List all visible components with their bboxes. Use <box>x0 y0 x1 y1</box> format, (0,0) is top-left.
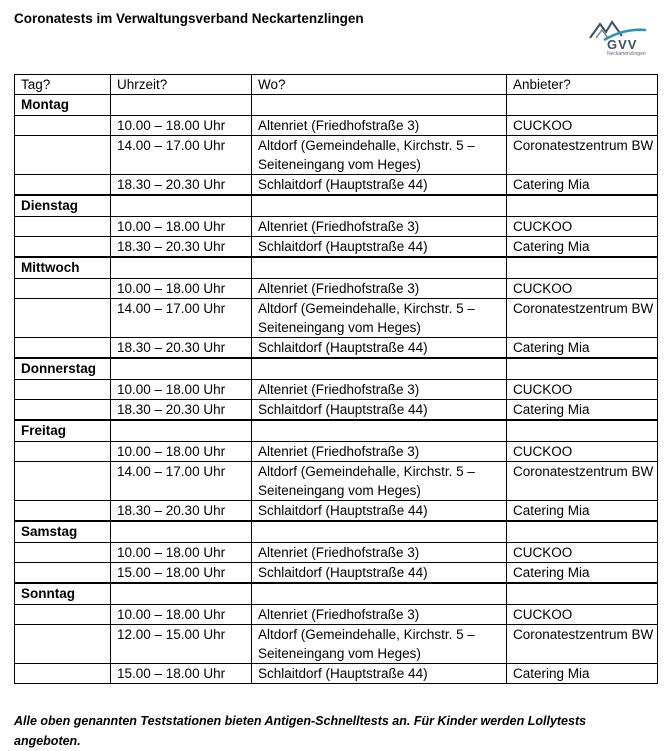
day-row <box>15 195 658 217</box>
time-cell: 18.30 – 20.30 Uhr <box>111 338 252 359</box>
table-row <box>15 136 658 175</box>
empty-cell <box>15 400 111 421</box>
empty-cell <box>252 420 507 442</box>
day-row <box>15 257 658 279</box>
table-row <box>15 664 658 684</box>
table-row <box>15 175 658 196</box>
schedule-table <box>14 74 658 684</box>
day-name: Montag <box>15 95 111 116</box>
header-time: Uhrzeit? <box>111 75 252 95</box>
empty-cell <box>15 625 111 664</box>
time-cell: 18.30 – 20.30 Uhr <box>111 400 252 421</box>
table-row <box>15 217 658 237</box>
header-day: Tag? <box>15 75 111 95</box>
empty-cell <box>507 195 658 217</box>
empty-cell <box>15 442 111 462</box>
provider-cell: Catering Mia <box>507 237 658 258</box>
empty-cell <box>15 338 111 359</box>
time-cell: 10.00 – 18.00 Uhr <box>111 380 252 400</box>
provider-cell: Coronatestzentrum BW <box>507 625 658 664</box>
place-cell: Altenriet (Friedhofstraße 3) <box>252 217 507 237</box>
empty-cell <box>507 257 658 279</box>
place-cell: Altdorf (Gemeindehalle, Kirchstr. 5 – Seiteneingang vom Heges) <box>252 136 507 175</box>
place-cell: Altdorf (Gemeindehalle, Kirchstr. 5 – Seiteneingang vom Heges) <box>252 299 507 338</box>
table-row <box>15 501 658 522</box>
provider-cell: CUCKOO <box>507 279 658 299</box>
empty-cell <box>111 195 252 217</box>
empty-cell <box>507 420 658 442</box>
empty-cell <box>111 95 252 116</box>
footnote: Alle oben genannten Teststationen bieten Antigen-Schnelltests an. Für Kinder werden Lollytests angeboten. <box>14 714 587 748</box>
time-cell: 18.30 – 20.30 Uhr <box>111 501 252 522</box>
provider-cell: CUCKOO <box>507 543 658 563</box>
empty-cell <box>111 521 252 543</box>
table-row <box>15 279 658 299</box>
time-cell: 14.00 – 17.00 Uhr <box>111 136 252 175</box>
time-cell: 18.30 – 20.30 Uhr <box>111 237 252 258</box>
time-cell: 10.00 – 18.00 Uhr <box>111 279 252 299</box>
place-cell: Altdorf (Gemeindehalle, Kirchstr. 5 – Seiteneingang vom Heges) <box>252 462 507 501</box>
empty-cell <box>15 380 111 400</box>
header-place: Wo? <box>252 75 507 95</box>
table-row <box>15 563 658 584</box>
place-cell: Schlaitdorf (Hauptstraße 44) <box>252 338 507 359</box>
empty-cell <box>111 257 252 279</box>
empty-cell <box>15 136 111 175</box>
empty-cell <box>507 358 658 380</box>
place-cell: Schlaitdorf (Hauptstraße 44) <box>252 400 507 421</box>
provider-cell: Catering Mia <box>507 563 658 584</box>
table-row <box>15 116 658 136</box>
logo-text: GVV <box>607 37 638 52</box>
header-provider: Anbieter? <box>507 75 658 95</box>
empty-cell <box>15 217 111 237</box>
table-row <box>15 625 658 664</box>
empty-cell <box>15 605 111 625</box>
time-cell: 10.00 – 18.00 Uhr <box>111 116 252 136</box>
day-name: Samstag <box>15 521 111 543</box>
empty-cell <box>252 257 507 279</box>
empty-cell <box>252 521 507 543</box>
provider-cell: Coronatestzentrum BW <box>507 136 658 175</box>
time-cell: 15.00 – 18.00 Uhr <box>111 563 252 584</box>
place-cell: Altenriet (Friedhofstraße 3) <box>252 279 507 299</box>
place-cell: Schlaitdorf (Hauptstraße 44) <box>252 563 507 584</box>
table-row <box>15 380 658 400</box>
time-cell: 14.00 – 17.00 Uhr <box>111 462 252 501</box>
place-cell: Schlaitdorf (Hauptstraße 44) <box>252 175 507 196</box>
place-cell: Altenriet (Friedhofstraße 3) <box>252 605 507 625</box>
day-row <box>15 583 658 605</box>
empty-cell <box>111 583 252 605</box>
table-row <box>15 400 658 421</box>
empty-cell <box>15 664 111 684</box>
place-cell: Altenriet (Friedhofstraße 3) <box>252 380 507 400</box>
provider-cell: CUCKOO <box>507 217 658 237</box>
empty-cell <box>15 462 111 501</box>
empty-cell <box>507 95 658 116</box>
day-row <box>15 95 658 116</box>
empty-cell <box>252 95 507 116</box>
provider-cell: Catering Mia <box>507 664 658 684</box>
empty-cell <box>15 175 111 196</box>
place-cell: Schlaitdorf (Hauptstraße 44) <box>252 237 507 258</box>
time-cell: 14.00 – 17.00 Uhr <box>111 299 252 338</box>
provider-cell: CUCKOO <box>507 380 658 400</box>
table-row <box>15 442 658 462</box>
table-row <box>15 237 658 258</box>
provider-cell: Coronatestzentrum BW <box>507 299 658 338</box>
empty-cell <box>111 358 252 380</box>
empty-cell <box>15 279 111 299</box>
provider-cell: Catering Mia <box>507 501 658 522</box>
place-cell: Altenriet (Friedhofstraße 3) <box>252 116 507 136</box>
time-cell: 15.00 – 18.00 Uhr <box>111 664 252 684</box>
empty-cell <box>252 195 507 217</box>
place-cell: Schlaitdorf (Hauptstraße 44) <box>252 501 507 522</box>
table-row <box>15 462 658 501</box>
empty-cell <box>252 583 507 605</box>
time-cell: 12.00 – 15.00 Uhr <box>111 625 252 664</box>
day-name: Dienstag <box>15 195 111 217</box>
empty-cell <box>15 501 111 522</box>
day-name: Sonntag <box>15 583 111 605</box>
table-header-row <box>15 75 658 95</box>
empty-cell <box>507 583 658 605</box>
provider-cell: CUCKOO <box>507 442 658 462</box>
provider-cell: Catering Mia <box>507 400 658 421</box>
provider-cell: CUCKOO <box>507 116 658 136</box>
empty-cell <box>15 237 111 258</box>
empty-cell <box>15 543 111 563</box>
provider-cell: Catering Mia <box>507 175 658 196</box>
empty-cell <box>15 116 111 136</box>
table-row <box>15 605 658 625</box>
empty-cell <box>252 358 507 380</box>
day-name: Freitag <box>15 420 111 442</box>
empty-cell <box>15 299 111 338</box>
day-row <box>15 521 658 543</box>
place-cell: Altdorf (Gemeindehalle, Kirchstr. 5 – Seiteneingang vom Heges) <box>252 625 507 664</box>
day-name: Donnerstag <box>15 358 111 380</box>
table-row <box>15 299 658 338</box>
day-row <box>15 420 658 442</box>
provider-cell: Coronatestzentrum BW <box>507 462 658 501</box>
time-cell: 10.00 – 18.00 Uhr <box>111 217 252 237</box>
time-cell: 18.30 – 20.30 Uhr <box>111 175 252 196</box>
provider-cell: Catering Mia <box>507 338 658 359</box>
day-name: Mittwoch <box>15 257 111 279</box>
empty-cell <box>111 420 252 442</box>
empty-cell <box>507 521 658 543</box>
day-row <box>15 358 658 380</box>
time-cell: 10.00 – 18.00 Uhr <box>111 605 252 625</box>
place-cell: Altenriet (Friedhofstraße 3) <box>252 442 507 462</box>
time-cell: 10.00 – 18.00 Uhr <box>111 442 252 462</box>
empty-cell <box>15 563 111 584</box>
place-cell: Altenriet (Friedhofstraße 3) <box>252 543 507 563</box>
page-title: Coronatests im Verwaltungsverband Neckartenzlingen <box>14 11 364 26</box>
place-cell: Schlaitdorf (Hauptstraße 44) <box>252 664 507 684</box>
time-cell: 10.00 – 18.00 Uhr <box>111 543 252 563</box>
table-row <box>15 543 658 563</box>
logo-subtext: Neckartenzlingen <box>607 51 646 57</box>
table-row <box>15 338 658 359</box>
provider-cell: CUCKOO <box>507 605 658 625</box>
